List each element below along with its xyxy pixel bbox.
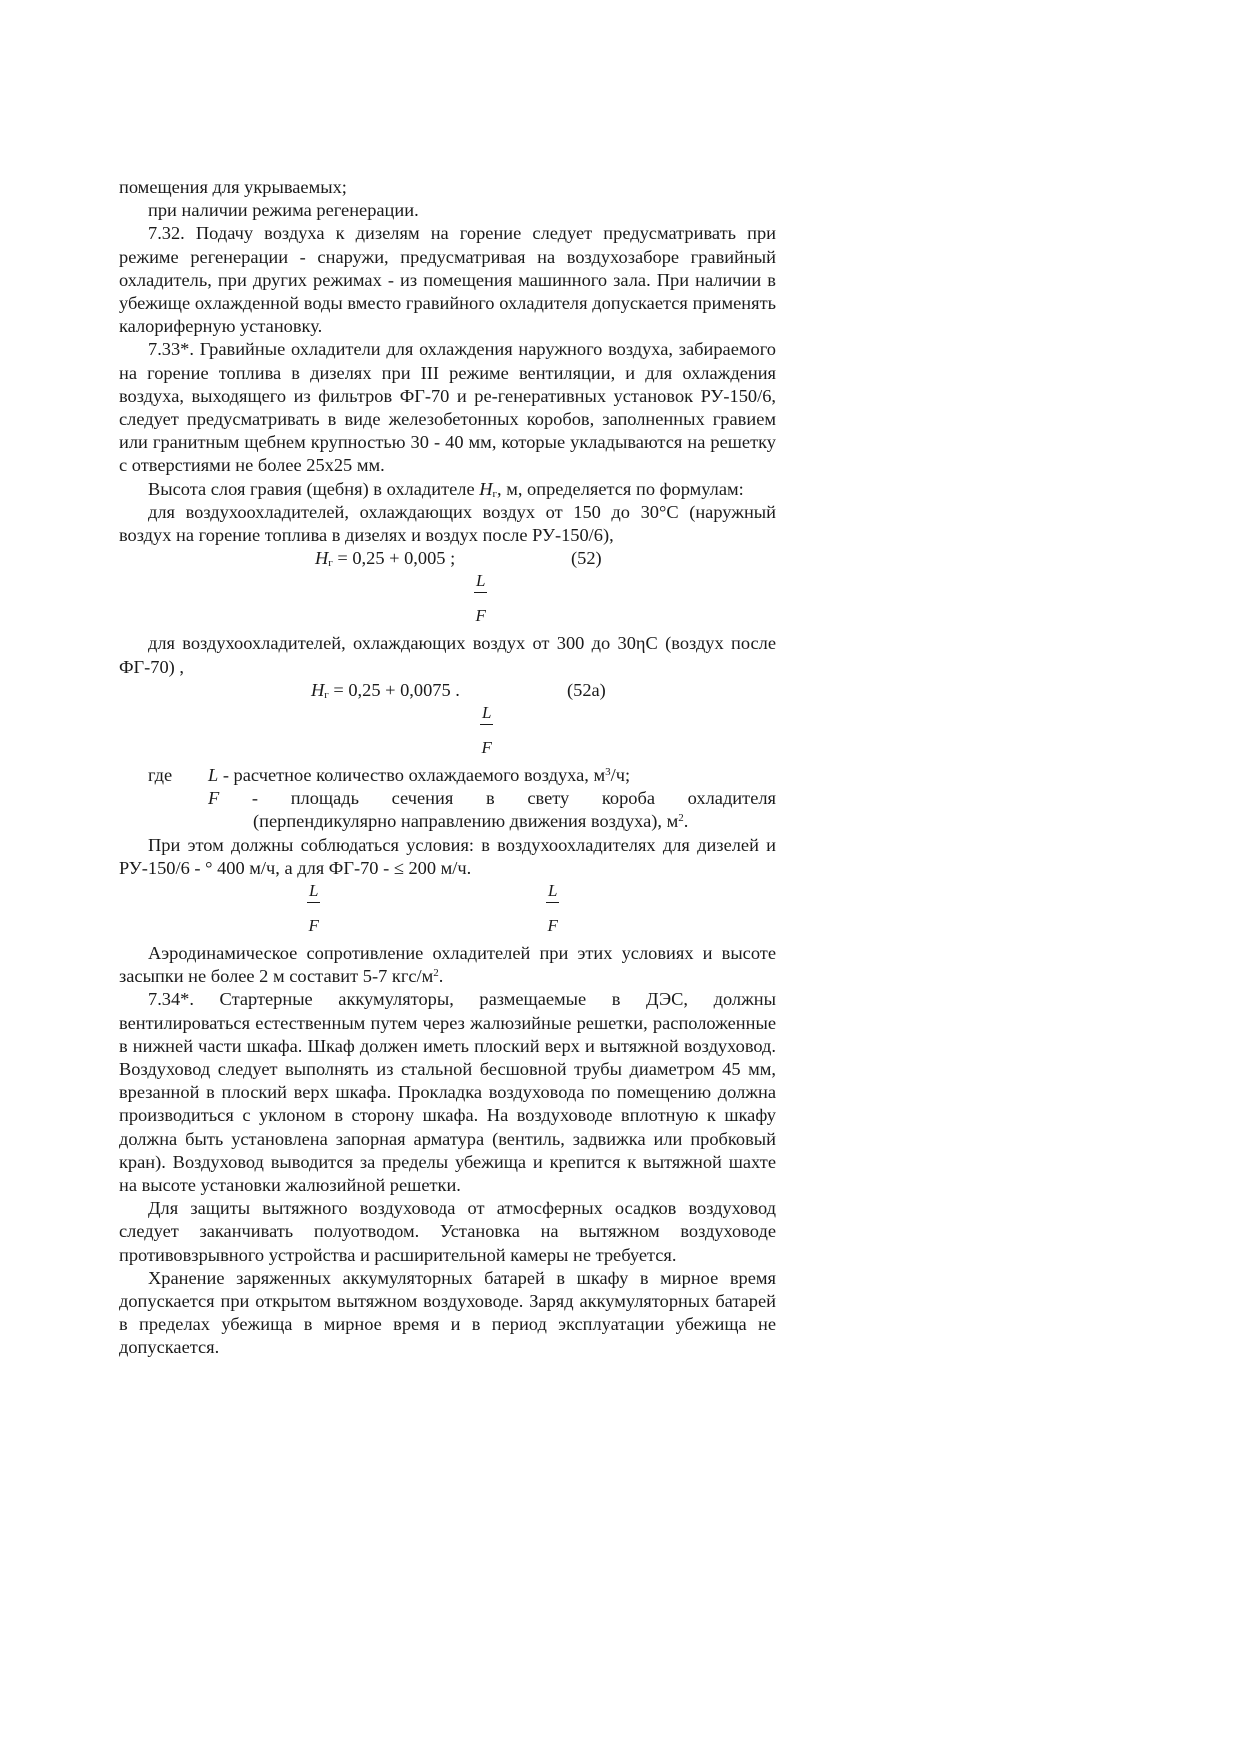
storage-paragraph: Хранение заряженных аккумуляторных батарей в шкафу в мирное время допускается при открытом вытяжном воздуховоде. Заряд аккумуляторных батарей в пределах убежища в мирное время и в период эксплуатации убежища не допускается. bbox=[119, 1267, 776, 1358]
fraction-block bbox=[119, 702, 776, 764]
paragraph-150: для воздухоохладителей, охлаждающих воздух от 150 до 30°С (наружный воздух на горение топлива в дизелях и воздух после РУ-150/6), bbox=[119, 501, 776, 546]
formula-number: (52) bbox=[571, 548, 602, 569]
definition-f-cont: (перпендикулярно направлению движения воздуха), $м^2$. bbox=[253, 811, 689, 832]
var-h: H bbox=[479, 478, 493, 499]
aerodynamic-paragraph: Аэродинамическое сопротивление охладителей при этих условиях и высоте засыпки не более 2 м составит 5-7 кгс/$м^2$. bbox=[119, 943, 776, 987]
fraction-block bbox=[119, 880, 776, 942]
paragraph-300: для воздухоохладителей, охлаждающих воздух от 300 до 30ηС (воздух после ФГ-70) , bbox=[119, 633, 776, 677]
paragraph-7-33: 7.33*. Гравийные охладители для охлаждения наружного воздуха, забираемого на горение топлива в дизелях при III режиме вентиляции, и для охлаждения воздуха, выходящего из фильтров ФГ-70 и ре-генеративных установок РУ-150/6, следует предусматривать в виде железобетонных коробов, заполненных гравием или гранитным щебнем крупностью 30 - 40 мм, которые укладываются на решетку с отверстиями не более 25х25 мм. bbox=[119, 339, 776, 476]
definition-l: где L - расчетное количество охлаждаемого воздуха, $м^3/ч$; bbox=[148, 765, 631, 786]
fraction-block bbox=[119, 570, 776, 632]
paragraph-7-34: 7.34*. Стартерные аккумуляторы, размещаемые в ДЭС, должны вентилироваться естественным путем через жалюзийные решетки, расположенные в нижней части шкафа. Шкаф должен иметь плоский верх и вытяжной воздуховод. Воздуховод следует выполнять из стальной бесшовной трубы диаметром 45 мм, врезанной в плоский верх шкафа. Прокладка воздуховода по помещению должна производиться с уклоном в сторону шкафа. На воздуховоде вплотную к шкафу должна быть установлена запорная арматура (вентиль, задвижка или пробковый кран). Воздуховод выводится за пределы убежища и крепится к вытяжной шахте на высоте установки жалюзийной решетки. bbox=[119, 989, 776, 1196]
paragraph-7-32: 7.32. Подачу воздуха к дизелям на горение следует предусматривать при режиме регенерации - снаружи, предусматривая на воздухозаборе гравийный охладитель, при других режимах - из помещения машинного зала. При наличии в убежище охлажденной воды вместо гравийного охладителя допускается применять калориферную установку. bbox=[119, 223, 776, 337]
text-line: при наличии режима регенерации. bbox=[148, 200, 419, 221]
text-line: помещения для укрываемых; bbox=[119, 177, 347, 197]
fraction-l-over-f: $\frac{L}{F}$ bbox=[475, 571, 486, 626]
document-page bbox=[119, 176, 776, 1360]
fraction-l-over-f: $\frac{L}{F}$ bbox=[308, 881, 319, 936]
definition-f: F - площадь сечения в свету короба охладителя bbox=[208, 788, 776, 809]
conditions-paragraph: При этом должны соблюдаться условия: в воздухоохладителях для дизелей и РУ-150/6 - ° 400 м/ч, а для ФГ-70 - ≤ 200 м/ч. bbox=[119, 834, 776, 878]
formula-number: (52а) bbox=[567, 679, 606, 700]
fraction-l-over-f: $\frac{L}{F}$ bbox=[547, 881, 558, 936]
protection-paragraph: Для защиты вытяжного воздуховода от атмосферных осадков воздуховод следует заканчивать полуотводом. Установка на вытяжном воздуховоде противовзрывного устройства и расширительной камеры не требуется. bbox=[119, 1198, 776, 1265]
formula-52a: $H_г = 0,25 + 0,0075$ . (52а) bbox=[311, 679, 606, 701]
fraction-l-over-f: $\frac{L}{F}$ bbox=[481, 703, 492, 758]
gravel-height-paragraph: Высота слоя гравия (щебня) в охладителе $H_г$, м, определяется по формулам: bbox=[148, 478, 744, 500]
formula-52: $H_г = 0,25 + 0,005$ ; (52) bbox=[315, 548, 602, 570]
